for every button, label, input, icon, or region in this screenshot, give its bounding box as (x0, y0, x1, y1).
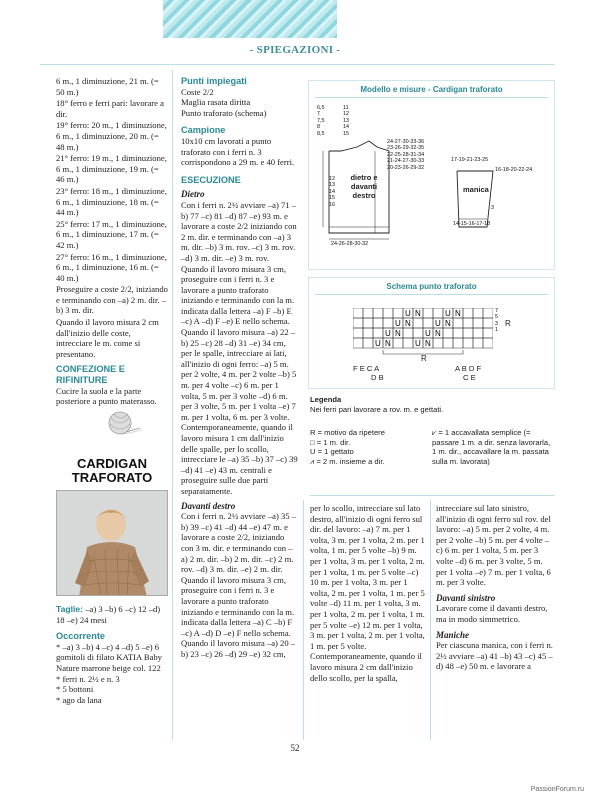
start-letters-left: F E C A (353, 364, 380, 373)
davanti-title: Davanti destro (181, 500, 236, 511)
row-number: 1 (495, 327, 498, 334)
yarn-ball-icon (104, 408, 144, 438)
side-length-label: 16 (329, 201, 335, 208)
instructions-list (56, 76, 168, 359)
yarn-over-symbol: U (395, 319, 401, 328)
chart-cell (353, 308, 363, 318)
instruction-line: Proseguire a coste 2/2, iniziando e terminando con –a) 2 m. dir. –b) 3 m. dir. (56, 284, 168, 316)
chart-cell (453, 328, 463, 338)
chart-cell (463, 318, 473, 328)
column-3 (310, 503, 426, 683)
punti-item: Coste 2/2 (181, 86, 214, 97)
chart-cell (483, 318, 493, 328)
neck-width-label: 12 (343, 111, 349, 118)
chart-cell (353, 338, 363, 348)
legend-title: Legenda (310, 395, 342, 404)
decrease-symbol: N (445, 319, 451, 328)
row-numbers (495, 308, 498, 334)
instruction-line: 23° ferro: 18 m., 1 diminuzione, 6 m., 1 diminuzione, 18 m. (= 44 m.) (56, 185, 167, 218)
yarn-over-symbol: U (415, 339, 421, 348)
yarn-over-symbol: U (385, 329, 391, 338)
legend (310, 395, 555, 414)
chart-cell (453, 318, 463, 328)
sleeve-rib-label: 3 (491, 205, 494, 211)
yarn-over-symbol: U (435, 319, 441, 328)
decrease-symbol: N (405, 319, 411, 328)
dietro-text: Con i ferri n. 2½ avviare –a) 71 –b) 77 –c) 81 –d) 87 –e) 93 m. e lavorare a coste 2/2 iniziando con 2 m. dir. e terminando con –a) 3 m. dir. –b) 3 m. rov. –c) 3 m. rov. –d) 3 m. dir. –e) 3 m. rov. Quando il lavoro misura 3 cm, proseguire con i ferri n. 3 e lavorare a punto traforato iniziando e terminando con la m. indicata dalla lettera –a) F –b) E –c) A –d) F –e) E nello schema. Quando il lavoro misura –a) 22 –b) 25 –c) 28 –d) 31 –e) 34 cm, per le spalle, intrecciare ai lati, all'inizio di ogni ferro: –a) 5 m. per 2 volte, 4 m. per 2 volte –b) 5 m. per 4 volte –c) 6 m. per 1 volta, 5 m. per 3 volte –d) 6 m. per 3 volte, 5 m. per 1 volta –e) 7 m. per 1 volta, 6 m. per 3 volte. Contemporaneamente, quando il lavoro misura 1 cm dall'inizio delle spalle, per lo scollo, intrecciare le –a) 35 –b) 37 –c) 39 –d) 41 –e) 43 m. centrali e proseguire sulle due parti separatamente. (181, 199, 298, 496)
chart-cell (363, 308, 373, 318)
occorrente-item: * 5 bottoni (56, 684, 94, 695)
shoulder-label: 24-27-30-33-36 (387, 139, 425, 145)
chart-cell (373, 328, 383, 338)
page-number: 52 (290, 743, 300, 753)
column-2 (181, 76, 298, 659)
instruction-line: Quando il lavoro misura 2 cm dall'inizio delle coste, intrecciare le m. come si presentano. (56, 317, 159, 359)
decrease-symbol: N (425, 339, 431, 348)
chart-cell (483, 308, 493, 318)
chart-cell (373, 308, 383, 318)
side-length-label: 13 (329, 182, 335, 189)
chart-cell (423, 308, 433, 318)
chart-cell (473, 328, 483, 338)
side-length-label: 14 (329, 188, 335, 195)
yarn-over-symbol: U (445, 309, 451, 318)
repeat-label: R (421, 354, 427, 363)
repeat-label-right: R (505, 319, 511, 328)
chart-cell (483, 328, 493, 338)
yarn-over-symbol: U (425, 329, 431, 338)
occorrente-title: Occorrente (56, 631, 106, 642)
chart-cell (423, 318, 433, 328)
diagram-title: Modello e misure - Cardigan traforato (360, 85, 503, 94)
taglie-text: –a) 3 –b) 6 –c) 12 –d) 18 –e) 24 mesi (56, 604, 161, 625)
shoulder-label: 21-24-27-30-33 (387, 158, 425, 165)
chart-cell (393, 308, 403, 318)
chart-cell (363, 318, 373, 328)
row-number: 5 (495, 314, 498, 321)
side-length-labels (329, 176, 335, 208)
decrease-symbol: N (435, 329, 441, 338)
yarn-over-symbol: U (375, 339, 381, 348)
heading-rule (40, 64, 555, 65)
chart-cell (403, 338, 413, 348)
chart-cell (413, 328, 423, 338)
column-rule (430, 500, 431, 740)
baby-photo (56, 490, 168, 596)
chart-cell (463, 308, 473, 318)
shoulder-label: 23-26-29-32-35 (387, 145, 425, 152)
chart-cell (363, 328, 373, 338)
shoulder-label: 20-23-26-29-32 (387, 164, 425, 171)
column-1-bottom (56, 604, 168, 705)
chart-cell (363, 338, 373, 348)
neck-depth-label: 8,5 (317, 130, 325, 137)
decrease-symbol: N (395, 329, 401, 338)
body-width-label: 24-26-28-30-32 (331, 241, 369, 247)
page-heading: - SPIEGAZIONI - (249, 44, 341, 56)
legend-intro: Nei ferri pari lavorare a rov. m. e gettati. (310, 404, 444, 414)
taglie-label: Taglie: (56, 604, 84, 614)
project-title: CARDIGAN TRAFORATO (71, 456, 153, 485)
davanti-sinistro-title: Davanti sinistro (436, 592, 496, 603)
esecuzione-title: ESECUZIONE (181, 174, 241, 185)
punti-title: Punti impiegati (181, 76, 247, 86)
header-yarn-band (163, 0, 337, 38)
davanti-text: Con i ferri n. 2½ avviare –a) 35 –b) 39 –c) 41 –d) 44 –e) 47 m. e lavorare a coste 2/2, iniziando con 3 m. dir. e terminando con –a) 2 m. dir. –b) 2 m. dir. –c) 2 m. rov. –d) 3 m. dir. –e) 2 m. dir. Quando il lavoro misura 3 cm, proseguire con i ferri n. 3 e lavorare a punto traforato iniziando e terminando con la m. indicata dalla lettera –a) C –b) F –c) A –d) D –e) F nello schema. Quando il lavoro misura –a) 20 –b) 23 –c) 26 –d) 29 –e) 32 cm, (181, 511, 297, 659)
legend-item: □ = 1 m. dir. (310, 437, 351, 447)
chart-cell (383, 318, 393, 328)
neck-depth-label: 6,5 (317, 105, 325, 111)
maniche-title: Maniche (436, 629, 470, 640)
legend-item: ⩘ = 2 m. insieme a dir. (310, 456, 385, 466)
neck-depth-label: 7,5 (317, 117, 325, 124)
start-letters-right: A B D F (455, 364, 482, 373)
column-rule (303, 500, 304, 740)
punti-item: Maglia rasata diritta (181, 97, 251, 108)
legend-items (310, 428, 422, 466)
neck-depth-label: 7 (317, 111, 320, 118)
start-letters-right-2: C E (463, 373, 476, 382)
side-length-label: 12 (329, 176, 335, 182)
instruction-line: 27° ferro: 16 m., 1 diminuzione, 6 m., 1 diminuzione, 16 m. (= 40 m.) (56, 251, 167, 283)
chart-cell (433, 308, 443, 318)
chart-cell (383, 308, 393, 318)
punti-item: Punto traforato (schema) (181, 107, 267, 118)
confezione-title: CONFEZIONE E RIFINITURE (56, 364, 125, 386)
sleeve-label: manica (463, 185, 489, 194)
chart-cell (463, 338, 473, 348)
decrease-symbol: N (385, 339, 391, 348)
neck-width-label: 11 (343, 105, 349, 111)
diagram-box (308, 80, 555, 270)
side-length-label: 15 (329, 195, 335, 202)
instruction-line: 18° ferro e ferri pari: lavorare a dir. (56, 98, 164, 119)
chart-cell (463, 328, 473, 338)
decrease-symbol: N (415, 309, 421, 318)
neck-width-label: 13 (343, 117, 349, 124)
start-letters-left-2: D B (371, 373, 384, 382)
chart-cell (473, 308, 483, 318)
shoulder-label: 22-25-28-31-34 (387, 151, 425, 158)
dietro-title: Dietro (181, 189, 205, 200)
confezione-text: Cucire la suola e la parte posteriore a punto materasso. (56, 385, 157, 407)
col4-text: intrecciare sul lato sinistro, all'inizio di ogni ferro sul rov. del lavoro: –a) 5 m. per 2 volte, 4 m. per 2 volte –b) 5 m. per 4 volte –c) 6 m. per 1 volta, 5 m. per 3 volte –d) 6 m. per 3 volte, 5 m. per 1 volta –e) 7 m. per 1 volta, 6 m. per 3 volte. (436, 503, 551, 588)
sleeve-bottom-label: 14-15-16-17-18 (453, 221, 491, 227)
row-number: 3 (495, 320, 498, 327)
schema-title: Schema punto traforato (386, 282, 477, 291)
chart-cell (483, 338, 493, 348)
watermark: PassionForum.ru (530, 786, 584, 793)
chart-cell (413, 318, 423, 328)
chart-cell (433, 338, 443, 348)
chart-cell (443, 328, 453, 338)
section-rule (310, 495, 555, 496)
sleeve-top-label: 17-19-21-23-25 (451, 157, 489, 163)
neck-width-label: 15 (343, 130, 349, 137)
stitch-chart (353, 308, 493, 358)
chart-cell (473, 318, 483, 328)
schema-box (308, 277, 555, 389)
instruction-line: 6 m., 1 diminuzione, 21 m. (= 50 m.) (56, 76, 159, 97)
chart-cell (443, 338, 453, 348)
occorrente-list (56, 642, 168, 706)
davanti-sinistro-text: Lavorare come il davanti destro, ma in modo simmetrico. (436, 603, 548, 624)
instruction-line: 19° ferro: 20 m., 1 diminuzione, 6 m., 1 diminuzione, 20 m. (= 48 m.) (56, 120, 167, 152)
chart-cell (353, 318, 363, 328)
column-1 (56, 76, 168, 407)
occorrente-item: * ago da lana (56, 694, 102, 705)
occorrente-item: * –a) 3 –b) 4 –c) 4 –d) 5 –e) 6 gomitoli di filato KATIA Baby Nature marrone beige col. 122 (56, 641, 162, 673)
chart-cell (473, 338, 483, 348)
chart-cell (393, 338, 403, 348)
column-4 (436, 503, 554, 672)
legend-item: R = motivo da ripetere (310, 428, 385, 437)
instruction-line: 25° ferro: 17 m., 1 diminuzione, 6 m., 1 diminuzione, 17 m. (= 42 m.) (56, 218, 167, 250)
row-number: 7 (495, 308, 498, 314)
decrease-symbol: N (455, 309, 461, 318)
chart-cell (373, 318, 383, 328)
schema-rule (315, 294, 548, 295)
legend-item-accavallata: ⩗ = 1 accavallata semplice (= passare 1 m. a dir. senza lavorarla, 1 m. dir., accavallare la m. passata sulla m. lavorata) (432, 428, 551, 466)
legend-item: U = 1 gettato (310, 447, 354, 457)
campione-text: 10x10 cm lavorati a punto traforato con i ferri n. 3 corrispondono a 29 m. e 40 ferri. (181, 135, 295, 168)
maniche-text: Per ciascuna manica, con i ferri n. 2½ avviare –a) 41 –b) 43 –c) 45 –d) 48 –e) 50 m. e lavorare a (436, 640, 553, 672)
sleeve-length-label: 16-18-20-22-24 (495, 167, 533, 173)
column-rule (172, 70, 173, 740)
chart-cell (453, 338, 463, 348)
chart-cell (403, 328, 413, 338)
neck-width-label: 14 (343, 124, 349, 131)
campione-title: Campione (181, 125, 226, 136)
col3-text: per lo scollo, intrecciare sul lato destro, all'inizio di ogni ferro sul dir. del lavoro: –a) 7 m. per 1 volta, 3 m. per 1 volta, 2 m. per 1 volta, 1 m. per 5 volte –b) 9 m. per 1 volta, 3 m. per 1 volta, 2 m. per 1 volta, 1 m. per 5 volte –c) 10 m. per 1 volta, 3 m. per 1 volta, 2 m. per 1 volta, 1 m. per 5 volte –d) 11 m. per 1 volta, 3 m. per 1 volta, 2 m. per 1 volta, 1 m. per 5 volte –e) 12 m. per 1 volta, 3 m. per 1 volta, 2 m. per 1 volta, 1 m. per 5 volte. Contemporaneamente, quando il lavoro misura 2 cm dall'inizio dello scollo, per la spalla, (310, 503, 425, 683)
chart-cell (353, 328, 363, 338)
occorrente-item: * ferri n. 2½ e n. 3 (56, 673, 120, 684)
instruction-line: 21° ferro: 19 m., 1 diminuzione, 6 m., 1 diminuzione, 19 m. (= 46 m.) (56, 153, 167, 185)
neck-depth-label: 8 (317, 124, 320, 131)
piece-label: dietro e davanti destro (350, 173, 378, 200)
baby-photo-image (57, 491, 168, 596)
yarn-over-symbol: U (405, 309, 411, 318)
